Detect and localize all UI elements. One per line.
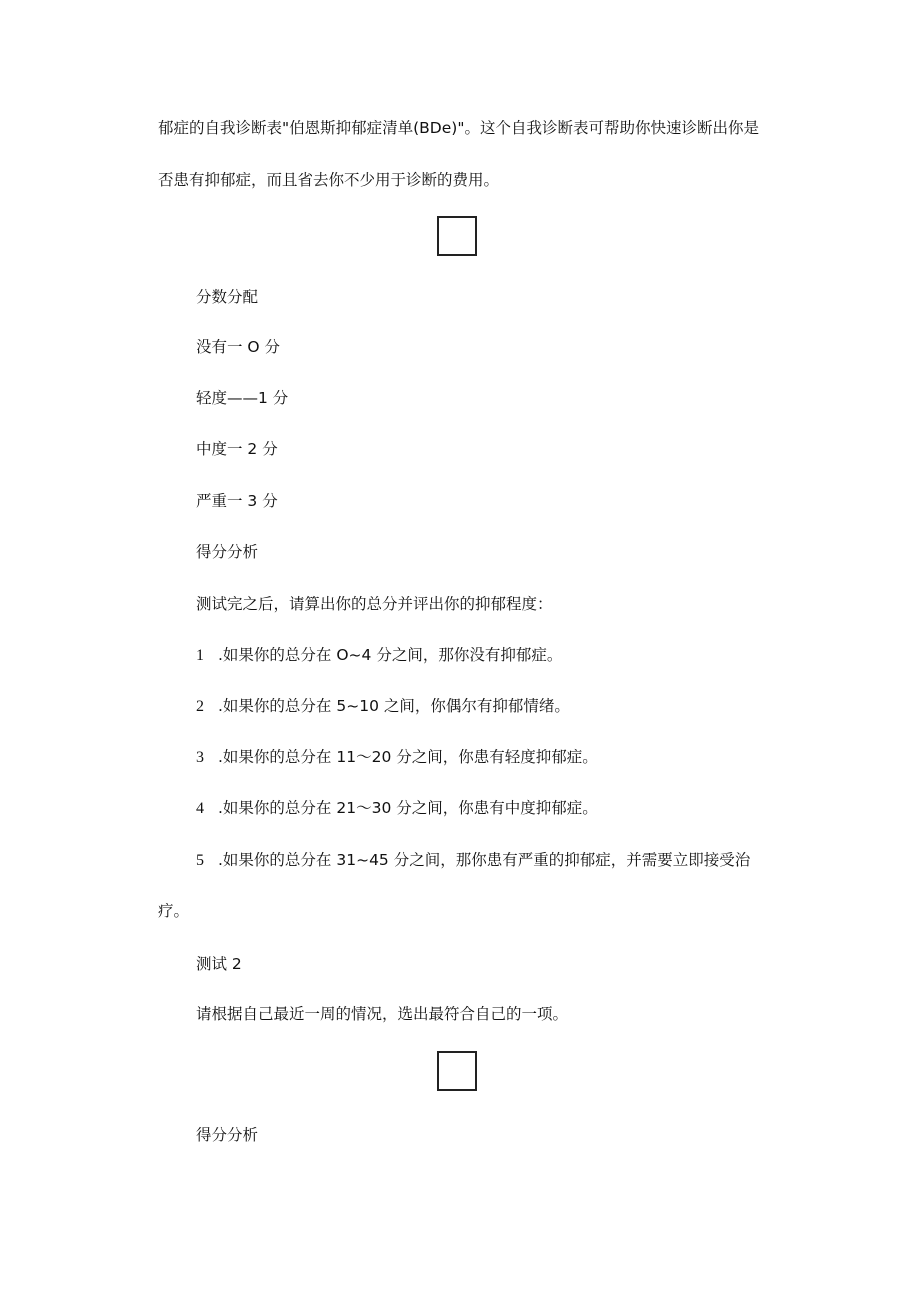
image-placeholder-2 — [437, 1051, 477, 1091]
analysis-list-item — [196, 850, 750, 871]
analysis2-heading: 得分分析 — [196, 1126, 259, 1144]
list-number: 1 — [196, 647, 204, 664]
intro-line-2: 否患有抑郁症，而且省去你不少用于诊断的费用。 — [158, 171, 500, 189]
scoring-item: 没有一 O 分 — [196, 338, 281, 356]
scoring-item: 轻度——1 分 — [196, 389, 289, 407]
analysis-list-continuation: 疗。 — [158, 902, 190, 920]
test2-heading: 测试 2 — [196, 955, 242, 973]
list-text: .如果你的总分在 O~4 分之间，那你没有抑郁症。 — [218, 646, 563, 664]
test2-instruction: 请根据自己最近一周的情况，选出最符合自己的一项。 — [196, 1005, 569, 1023]
list-text: .如果你的总分在 11～20 分之间，你患有轻度抑郁症。 — [218, 748, 598, 766]
image-placeholder-1 — [437, 216, 477, 256]
scoring-item: 严重一 3 分 — [196, 492, 278, 510]
analysis-lead: 测试完之后，请算出你的总分并评出你的抑郁程度： — [196, 595, 553, 613]
intro-line-1: 郁症的自我诊断表"伯恩斯抑郁症清单(BDe)"。这个自我诊断表可帮助你快速诊断出你是 — [158, 119, 759, 137]
list-text: .如果你的总分在 21～30 分之间，你患有中度抑郁症。 — [218, 799, 598, 817]
analysis-list-item — [196, 798, 598, 819]
list-text: .如果你的总分在 5~10 之间，你偶尔有抑郁情绪。 — [218, 697, 570, 715]
scoring-item: 中度一 2 分 — [196, 440, 278, 458]
analysis-list-item — [196, 747, 598, 768]
scoring-heading: 分数分配 — [196, 288, 259, 306]
analysis-list-item — [196, 645, 562, 666]
list-text: .如果你的总分在 31~45 分之间，那你患有严重的抑郁症，并需要立即接受治 — [218, 851, 751, 869]
analysis-heading: 得分分析 — [196, 543, 259, 561]
list-number: 3 — [196, 749, 204, 766]
list-number: 2 — [196, 698, 204, 715]
list-number: 4 — [196, 800, 204, 817]
list-number: 5 — [196, 852, 204, 869]
analysis-list-item — [196, 696, 570, 717]
